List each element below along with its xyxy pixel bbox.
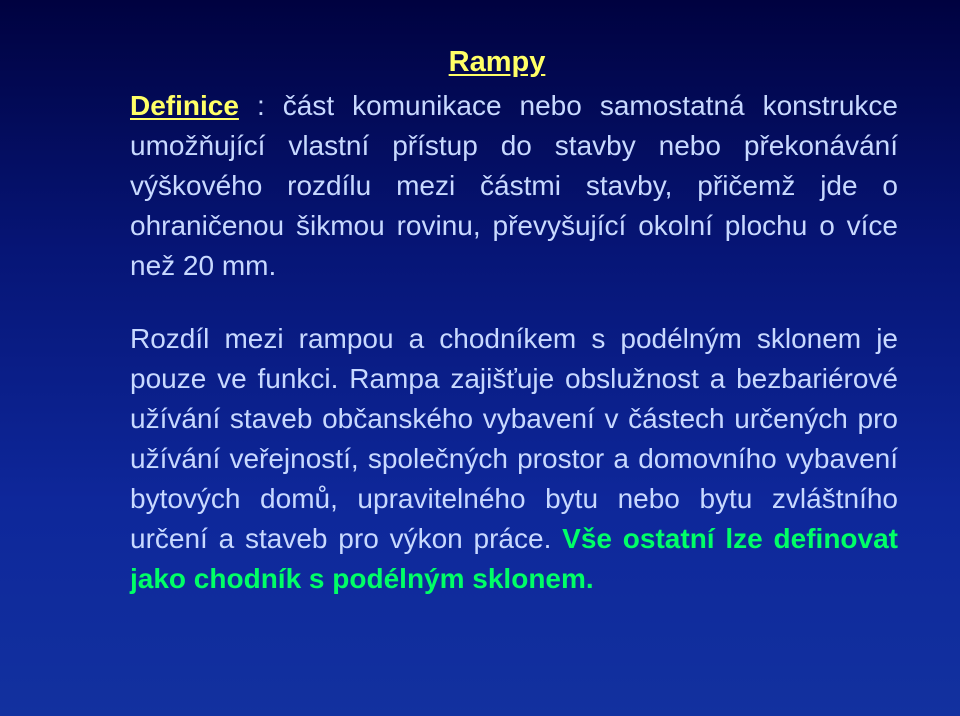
definition-separator: :: [238, 90, 283, 121]
ramp-vs-sidewalk-paragraph: [130, 319, 898, 599]
highlight-statement: Vše ostatní lze definovat jako chodník s podélným sklonem.: [130, 523, 898, 594]
ramp-vs-sidewalk-text: Rozdíl mezi rampou a chodníkem s podélným sklonem je pouze ve funkci. Rampa zajišťuje obslužnost a bezbariérové užívání staveb občanského vybavení v částech určených pro užívání veřejností, společných prostor a domovního vybavení bytových domů, upravitelného bytu nebo bytu zvláštního určení a staveb pro výkon práce.: [130, 323, 898, 554]
slide-content: [130, 38, 898, 599]
slide-title: Rampy: [448, 46, 546, 78]
definition-text: část komunikace nebo samostatná konstrukce umožňující vlastní přístup do stavby nebo překonávání výškového rozdílu mezi částmi stavby, přičemž jde o ohraničenou šikmou rovinu, převyšující okolní plochu o více než 20 mm.: [130, 90, 898, 281]
definition-label: Definice: [130, 90, 239, 121]
definition-paragraph: [130, 86, 898, 286]
